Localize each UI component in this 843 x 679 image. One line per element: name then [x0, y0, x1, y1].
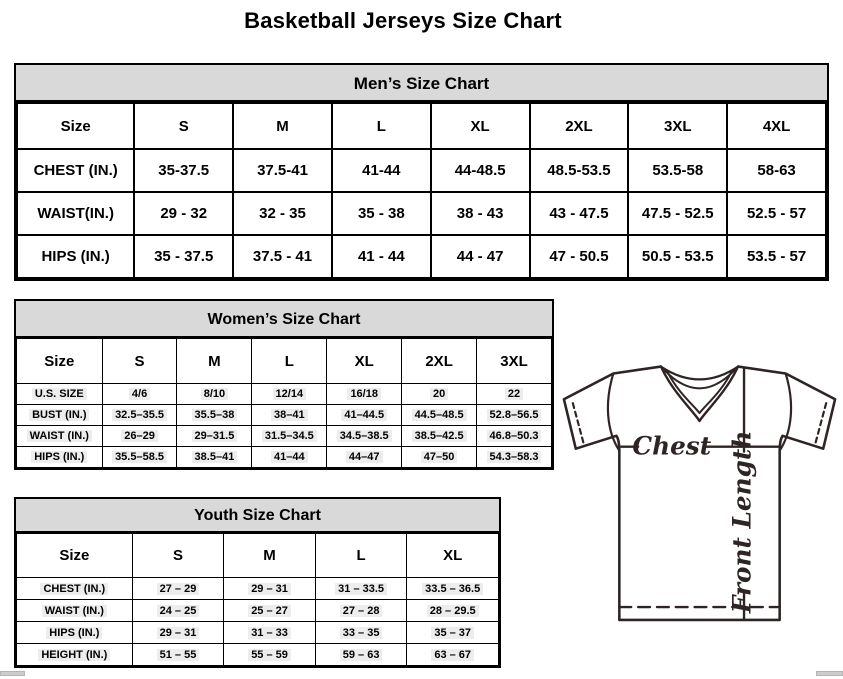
men-value-cell — [727, 235, 826, 278]
women-value: 29–31.5 — [192, 430, 238, 442]
youth-row-label: CHEST (IN.) — [40, 583, 108, 595]
youth-value-cell — [132, 644, 224, 666]
men-value: 58-63 — [757, 162, 796, 179]
women-value-cell — [252, 426, 327, 447]
women-value: 46.8–50.3 — [487, 430, 542, 442]
women-header-cell: S — [102, 339, 177, 384]
women-value-cell — [102, 447, 177, 468]
women-header-cell: Size — [17, 339, 103, 384]
women-data-row — [17, 384, 552, 405]
youth-value-cell — [315, 644, 407, 666]
women-row-label: U.S. SIZE — [32, 388, 87, 400]
youth-value: 33 – 35 — [340, 627, 383, 639]
women-value: 22 — [505, 388, 523, 400]
men-row-label-cell — [17, 149, 134, 192]
women-value: 12/14 — [273, 388, 307, 400]
youth-data-row — [17, 644, 499, 666]
mens-header-row — [17, 103, 826, 149]
men-value-cell — [233, 235, 332, 278]
men-value-cell — [431, 149, 530, 192]
youth-header-cell: S — [132, 534, 224, 578]
youth-value-cell — [132, 622, 224, 644]
women-value-cell — [402, 384, 477, 405]
men-value-cell — [332, 192, 431, 235]
women-header-cell: L — [252, 339, 327, 384]
men-header-cell: M — [233, 103, 332, 149]
youth-value-cell — [315, 578, 407, 600]
men-value-cell — [332, 149, 431, 192]
women-value-cell — [477, 447, 552, 468]
women-value: 38.5–41 — [192, 451, 238, 463]
women-value: 34.5–38.5 — [337, 430, 392, 442]
youth-value-cell — [407, 644, 499, 666]
men-value: 35 - 38 — [357, 205, 405, 222]
men-data-row — [17, 149, 826, 192]
women-value-cell — [252, 405, 327, 426]
women-header-cell: 3XL — [477, 339, 552, 384]
women-value-cell — [327, 426, 402, 447]
men-value-cell — [628, 192, 727, 235]
women-header-cell: M — [177, 339, 252, 384]
youth-value-cell — [224, 622, 316, 644]
women-data-row — [17, 405, 552, 426]
youth-value: 35 – 37 — [431, 627, 474, 639]
youth-value: 63 – 67 — [431, 649, 474, 661]
youth-row-label-cell — [17, 600, 133, 622]
men-value: 41 - 44 — [357, 248, 405, 265]
youth-row-label: HEIGHT (IN.) — [38, 649, 110, 661]
mens-size-chart-title: Men’s Size Chart — [16, 65, 827, 102]
women-value-cell — [177, 426, 252, 447]
youth-value: 29 – 31 — [157, 627, 200, 639]
youth-size-table — [16, 533, 499, 666]
youth-size-chart-title: Youth Size Chart — [16, 499, 499, 533]
men-value-cell — [233, 149, 332, 192]
womens-size-table — [16, 338, 552, 468]
men-row-label: WAIST(IN.) — [37, 205, 114, 222]
men-value-cell — [134, 149, 233, 192]
women-value: 31.5–34.5 — [262, 430, 317, 442]
youth-value-cell — [315, 600, 407, 622]
women-row-label-cell — [17, 426, 103, 447]
women-value: 4/6 — [129, 388, 150, 400]
men-header-cell: S — [134, 103, 233, 149]
women-value: 38.5–42.5 — [412, 430, 467, 442]
men-header-cell: XL — [431, 103, 530, 149]
men-value-cell — [431, 235, 530, 278]
women-value-cell — [477, 384, 552, 405]
womens-size-chart — [14, 299, 554, 470]
men-value-cell — [134, 192, 233, 235]
men-value: 43 - 47.5 — [549, 205, 609, 222]
women-value-cell — [402, 447, 477, 468]
youth-value: 29 – 31 — [248, 583, 291, 595]
women-value-cell — [102, 405, 177, 426]
youth-value: 55 – 59 — [248, 649, 291, 661]
youth-row-label-cell — [17, 622, 133, 644]
women-value-cell — [327, 384, 402, 405]
men-value: 35 - 37.5 — [154, 248, 214, 265]
youth-value-cell — [224, 578, 316, 600]
men-value-cell — [530, 149, 629, 192]
women-value: 32.5–35.5 — [112, 409, 167, 421]
men-value: 37.5-41 — [257, 162, 308, 179]
mens-size-table — [16, 102, 827, 279]
page-title: Basketball Jerseys Size Chart — [244, 8, 562, 33]
women-header-cell: 2XL — [402, 339, 477, 384]
men-value: 35-37.5 — [158, 162, 210, 179]
women-value: 44.5–48.5 — [412, 409, 467, 421]
women-value: 20 — [430, 388, 448, 400]
men-value-cell — [134, 235, 233, 278]
women-row-label-cell — [17, 384, 103, 405]
women-row-label: WAIST (IN.) — [27, 430, 92, 442]
women-value: 16/18 — [347, 388, 381, 400]
men-row-label: CHEST (IN.) — [33, 162, 118, 179]
men-value: 47 - 50.5 — [549, 248, 609, 265]
women-data-row — [17, 426, 552, 447]
women-value: 8/10 — [201, 388, 228, 400]
men-value: 47.5 - 52.5 — [641, 205, 714, 222]
youth-value-cell — [132, 578, 224, 600]
youth-data-row — [17, 622, 499, 644]
women-value-cell — [252, 447, 327, 468]
women-row-label-cell — [17, 447, 103, 468]
men-value: 44-48.5 — [454, 162, 506, 179]
youth-header-cell: Size — [17, 534, 133, 578]
men-value-cell — [727, 149, 826, 192]
womens-size-chart-title: Women’s Size Chart — [16, 301, 552, 338]
women-value-cell — [327, 447, 402, 468]
youth-row-label: HIPS (IN.) — [46, 627, 102, 639]
men-value-cell — [530, 235, 629, 278]
men-row-label-cell — [17, 192, 134, 235]
men-value-cell — [332, 235, 431, 278]
men-value: 37.5 - 41 — [252, 248, 313, 265]
women-value-cell — [177, 447, 252, 468]
women-value: 47–50 — [421, 451, 458, 463]
women-value-cell — [402, 405, 477, 426]
men-value: 53.5-58 — [652, 162, 704, 179]
youth-header-cell: XL — [407, 534, 499, 578]
youth-value: 31 – 33.5 — [335, 583, 387, 595]
women-value-cell — [327, 405, 402, 426]
front-length-label: Front Length — [727, 430, 757, 614]
men-value-cell — [628, 149, 727, 192]
men-value: 50.5 - 53.5 — [641, 248, 714, 265]
men-value: 32 - 35 — [259, 205, 306, 222]
youth-value: 59 – 63 — [340, 649, 383, 661]
women-row-label-cell — [17, 405, 103, 426]
women-header-cell: XL — [327, 339, 402, 384]
women-value-cell — [252, 384, 327, 405]
youth-row-label-cell — [17, 644, 133, 666]
men-value: 52.5 - 57 — [746, 205, 807, 222]
youth-value-cell — [224, 644, 316, 666]
women-value-cell — [102, 426, 177, 447]
youth-value: 27 – 29 — [157, 583, 200, 595]
women-value-cell — [177, 405, 252, 426]
jersey-diagram-svg — [556, 356, 843, 674]
youth-value-cell — [407, 578, 499, 600]
jersey-measurement-diagram — [556, 356, 843, 674]
youth-value: 24 – 25 — [157, 605, 200, 617]
women-value-cell — [477, 405, 552, 426]
youth-value: 25 – 27 — [248, 605, 291, 617]
men-header-cell: 4XL — [727, 103, 826, 149]
women-value: 26–29 — [121, 430, 158, 442]
men-row-label-cell — [17, 235, 134, 278]
youth-data-row — [17, 578, 499, 600]
youth-value: 51 – 55 — [157, 649, 200, 661]
youth-value-cell — [407, 600, 499, 622]
men-row-label: HIPS (IN.) — [41, 248, 110, 265]
women-value: 41–44.5 — [341, 409, 387, 421]
youth-header-cell: M — [224, 534, 316, 578]
youth-value: 28 – 29.5 — [427, 605, 479, 617]
men-header-cell: L — [332, 103, 431, 149]
men-value: 53.5 - 57 — [746, 248, 807, 265]
men-data-row — [17, 235, 826, 278]
men-value: 41-44 — [362, 162, 401, 179]
women-row-label: BUST (IN.) — [29, 409, 89, 421]
women-value: 41–44 — [271, 451, 308, 463]
women-value: 54.3–58.3 — [487, 451, 542, 463]
youth-value-cell — [407, 622, 499, 644]
youth-value: 33.5 – 36.5 — [422, 583, 483, 595]
men-value-cell — [628, 235, 727, 278]
women-value: 44–47 — [346, 451, 383, 463]
men-value-cell — [530, 192, 629, 235]
men-header-cell: 3XL — [628, 103, 727, 149]
mens-size-chart — [14, 63, 829, 281]
women-value: 35.5–58.5 — [112, 451, 167, 463]
women-row-label: HIPS (IN.) — [31, 451, 87, 463]
horizontal-scrollbar-fragment-right[interactable] — [816, 671, 843, 676]
women-value-cell — [102, 384, 177, 405]
men-value: 38 - 43 — [456, 205, 504, 222]
men-data-row — [17, 192, 826, 235]
women-value: 52.8–56.5 — [487, 409, 542, 421]
women-value-cell — [402, 426, 477, 447]
horizontal-scrollbar-fragment-left[interactable] — [0, 671, 25, 676]
men-value: 48.5-53.5 — [547, 162, 611, 179]
youth-value: 27 – 28 — [340, 605, 383, 617]
youth-row-label-cell — [17, 578, 133, 600]
womens-header-row — [17, 339, 552, 384]
youth-header-row — [17, 534, 499, 578]
men-value-cell — [431, 192, 530, 235]
youth-value-cell — [132, 600, 224, 622]
women-value: 38–41 — [271, 409, 308, 421]
youth-value: 31 – 33 — [248, 627, 291, 639]
women-value-cell — [177, 384, 252, 405]
women-data-row — [17, 447, 552, 468]
chest-label: Chest — [632, 431, 712, 461]
men-value: 29 - 32 — [160, 205, 208, 222]
youth-header-cell: L — [315, 534, 407, 578]
men-value: 44 - 47 — [456, 248, 504, 265]
men-header-cell: 2XL — [530, 103, 629, 149]
youth-value-cell — [224, 600, 316, 622]
men-header-cell: Size — [17, 103, 134, 149]
women-value: 35.5–38 — [192, 409, 238, 421]
men-value-cell — [727, 192, 826, 235]
youth-data-row — [17, 600, 499, 622]
youth-value-cell — [315, 622, 407, 644]
women-value-cell — [477, 426, 552, 447]
men-value-cell — [233, 192, 332, 235]
youth-size-chart — [14, 497, 501, 668]
jersey-outline — [564, 367, 835, 620]
youth-row-label: WAIST (IN.) — [42, 605, 107, 617]
